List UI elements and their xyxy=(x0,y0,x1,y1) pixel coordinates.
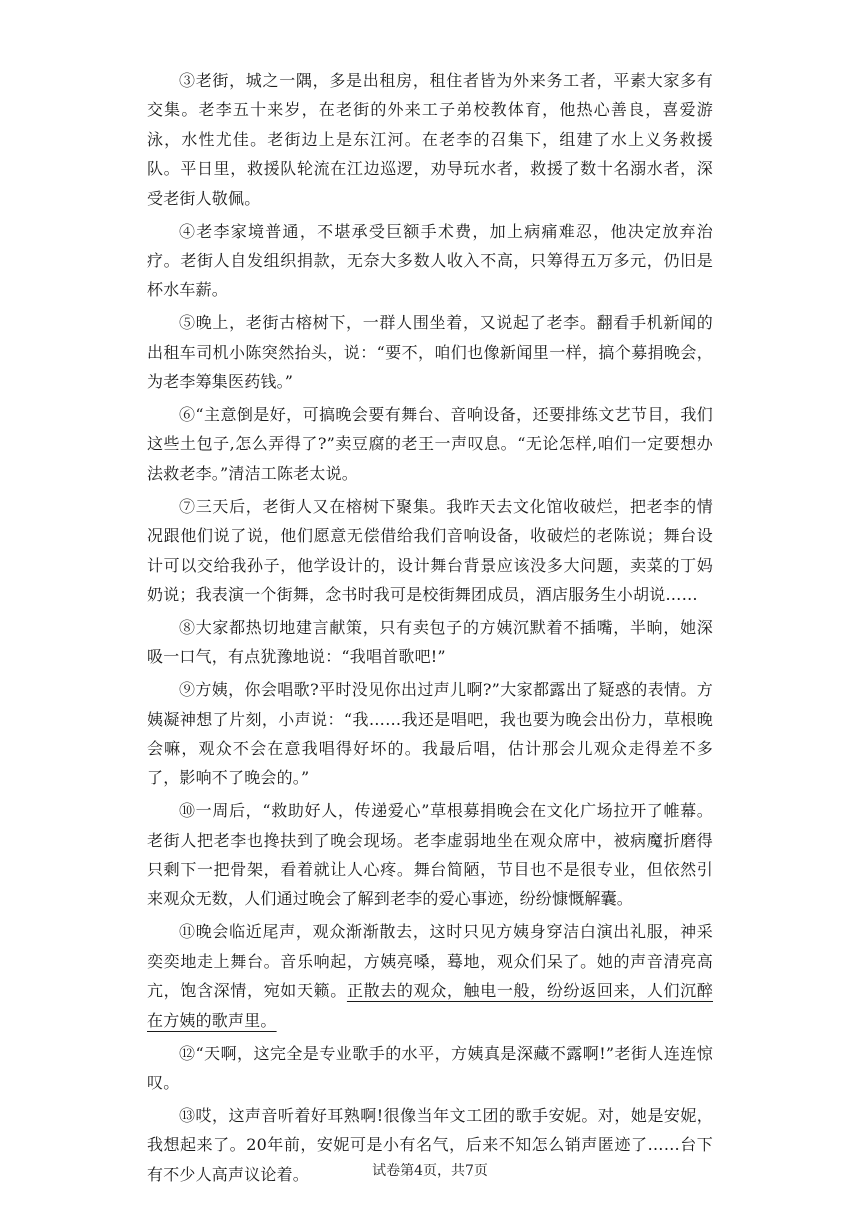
paragraph-11 xyxy=(147,917,713,1035)
paragraph-3: ③老街，城之一隅，多是出租房，租住者皆为外来务工者，平素大家多有交集。老李五十来岁，在老街的外来工子弟校教体育，他热心善良，喜爱游泳，水性尤佳。老街边上是东江河。在老李的召集下，组建了水上义务救援队。平日里，救援队轮流在江边巡逻，劝导玩水者，救援了数十名溺水者，深受老街人敬佩。 xyxy=(147,71,713,208)
paragraph-5: ⑤晚上，老街古榕树下，一群人围坐着，又说起了老李。翻看手机新闻的出租车司机小陈突然抬头，说：“要不，咱们也像新闻里一样，搞个募捐晚会，为老李筹集医药钱。” xyxy=(147,313,713,392)
page-footer: 试卷第4页，共7页 xyxy=(372,1163,488,1179)
article-body xyxy=(147,66,713,1193)
paragraph-10: ⑩一周后，“救助好人，传递爱心”草根募捐晚会在文化广场拉开了帷幕。老街人把老李也搀扶到了晚会现场。老李虚弱地坐在观众席中，被病魔折磨得只剩下一把骨架，看着就让人心疼。舞台简陋，节目也不是很专业，但依然引来观众无数，人们通过晚会了解到老李的爱心事迹，纷纷慷慨解囊。 xyxy=(147,801,713,909)
paragraph-4: ④老李家境普通，不堪承受巨额手术费，加上病痛难忍，他决定放弃治疗。老街人自发组织捐款，无奈大多数人收入不高，只筹得五万多元，仍旧是杯水车薪。 xyxy=(147,221,713,300)
paragraph-11-text: ⑪晚会临近尾声，观众渐渐散去，这时只见方姨身穿洁白演出礼服，神采奕奕地走上舞台。音乐响起，方姨亮嗓，蓦地，观众们呆了。她的声音清亮高亢，饱含深情，宛如天籁。 xyxy=(147,922,713,1001)
underlined-sentence: 正散去的观众，触电一般，纷纷返回来，人们沉醉在方姨的歌声里。 xyxy=(147,981,714,1030)
paragraph-7: ⑦三天后，老街人又在榕树下聚集。我昨天去文化馆收破烂，把老李的情况跟他们说了说，他们愿意无偿借给我们音响设备，收破烂的老陈说；舞台设计可以交给我孙子，他学设计的，设计舞台背景应该没多大问题，卖菜的丁妈奶说；我表演一个街舞，念书时我可是校街舞团成员，酒店服务生小胡说…… xyxy=(147,496,713,604)
paragraph-12: ⑫“天啊，这完全是专业歌手的水平，方姨真是深藏不露啊!”老街人连连惊叹。 xyxy=(147,1043,713,1092)
paragraph-8: ⑧大家都热切地建言献策，只有卖包子的方姨沉默着不插嘴，半晌，她深吸一口气，有点犹豫地说：“我唱首歌吧!” xyxy=(147,617,713,667)
paragraph-6: ⑥“主意倒是好，可搞晚会要有舞台、音响设备，还要排练文艺节目，我们这些土包子,怎么弄得了?”卖豆腐的老王一声叹息。“无论怎样,咱们一定要想办法救老李。”清洁工陈老太说。 xyxy=(147,404,713,483)
paragraph-9: ⑨方姨，你会唱歌?平时没见你出过声儿啊?”大家都露出了疑惑的表情。方姨凝神想了片刻，小声说：“我……我还是唱吧，我也要为晚会出份力，草根晚会嘛，观众不会在意我唱得好坏的。我最后唱，估计那会儿观众走得差不多了，影响不了晚会的。” xyxy=(147,680,713,788)
paragraph-13: ⑬哎，这声音听着好耳熟啊!很像当年文工团的歌手安妮。对，她是安妮，我想起来了。20年前，安妮可是小有名气，后来不知怎么销声匿迹了……台下有不少人高声议论着。 xyxy=(147,1105,713,1184)
